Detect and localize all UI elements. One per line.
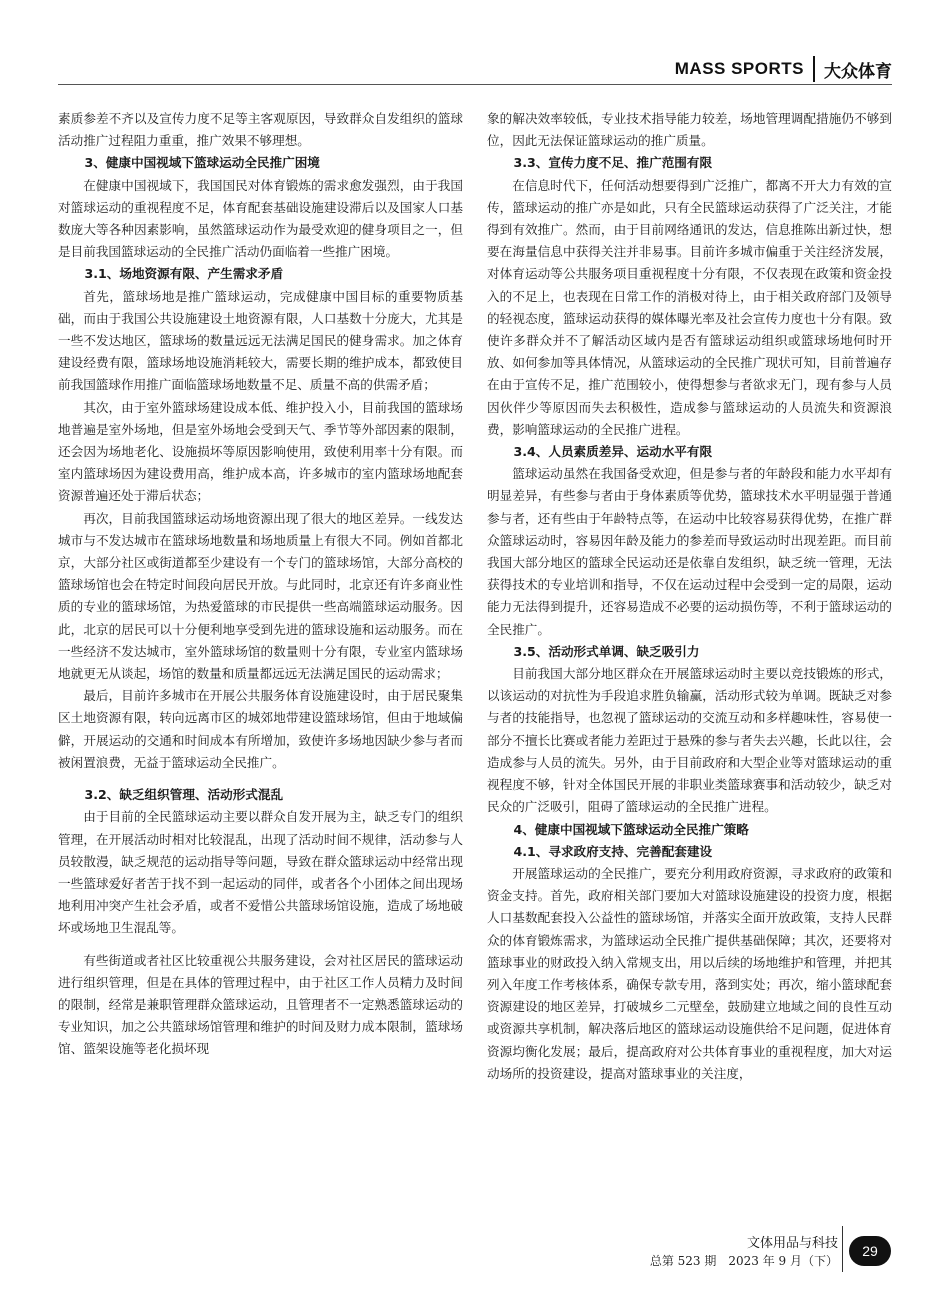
section-heading: 4、健康中国视域下篮球运动全民推广策略	[513, 821, 749, 837]
paragraph: 素质参差不齐以及宣传力度不足等主客观原因，导致群众自发组织的篮球活动推广过程阻力重重，推广效果不够理想。	[58, 111, 463, 149]
paragraph: 有些街道或者社区比较重视公共服务建设，会对社区居民的篮球运动进行组织管理，但是在具体的管理过程中，由于社区工作人员精力及时间的限制，经常是兼职管理群众篮球运动，且管理者不一定熟悉篮球运动的专业知识，加之公共篮球场馆管理和维护的时间及财力成本限制，篮球场馆、篮架设施等老化损坏现	[58, 952, 463, 1057]
paragraph: 首先，篮球场地是推广篮球运动，完成健康中国目标的重要物质基础，而由于我国公共设施建设土地资源有限，人口基数十分庞大，尤其是一些不发达地区，篮球场的数量远远无法满足国民的健身需求。加之体育建设经费有限，篮球场地设施消耗较大，需要长期的维护成本，都致使目前我国篮球作用推广面临篮球场地数量不足、质量不高的供需矛盾；	[58, 288, 463, 393]
page-number: 29	[849, 1236, 891, 1266]
footer-issue-info: 总第 523 期 2023 年 9 月（下）	[649, 1254, 838, 1268]
paragraph: 象的解决效率较低，专业技术指导能力较差，场地管理调配措施仍不够到位，因此无法保证篮球运动的推广质量。	[487, 111, 892, 149]
right-column	[487, 108, 892, 1085]
section-heading: 3、健康中国视域下篮球运动全民推广困境	[84, 155, 320, 171]
paragraph: 在信息时代下，任何活动想要得到广泛推广，都离不开大力有效的宣传，篮球运动的推广亦是如此，只有全民篮球运动获得了广泛关注，才能得到有效推广。然而，由于目前网络通讯的发达，信息推陈出新过快，想要在海量信息中获得关注并非易事。目前许多城市偏重于关注经济发展，对体育运动等公共服务项目重视程度十分有限，不仅表现在政策和资金投入的不足上，也表现在日常工作的消极对待上，由于相关政府部门及领导的轻视态度，篮球运动获得的媒体曝光率及社会宣传力度也十分有限。致使许多群众并不了解活动区域内是否有篮球运动组织或篮球场地何时开放、如何参加等具体情况，从篮球运动的全民推广现状可知，目前普遍存在由于宣传不足，推广范围较小，使得想参与者欲求无门，现有参与人员因伙伴少等原因而失去积极性，造成参与篮球运动的人员流失和资源浪费，影响篮球运动的全民推广进程。	[487, 177, 892, 437]
paragraph: 其次，由于室外篮球场建设成本低、维护投入小，目前我国的篮球场地普遍是室外场地，但是室外场地会受到天气、季节等外部因素的限制，还会因为场地老化、设施损坏等原因影响使用，致使利用率十分有限。而室内篮球场因为建设费用高，维护成本高，许多城市的室内篮球场地配套资源普遍还处于滞后状态；	[58, 399, 463, 504]
header-divider	[58, 84, 892, 85]
header-chinese-title: 大众体育	[824, 61, 892, 82]
footer-journal-title: 文体用品与科技	[746, 1236, 838, 1251]
running-header	[675, 54, 892, 84]
subsection-heading: 3.1、场地资源有限、产生需求矛盾	[84, 266, 284, 282]
paragraph: 目前我国大部分地区群众在开展篮球运动时主要以竞技锻炼的形式，以该运动的对抗性为手段追求胜负输赢，活动形式较为单调。既缺乏对参与者的技能指导，也忽视了篮球运动的交流互动和多样趣味性，容易使一部分不擅长比赛或者能力差距过于悬殊的参与者失去兴趣，长此以往，会造成参与人员的流失。另外，由于目前政府和大型企业等对篮球运动的重视程度不够，针对全体国民开展的非职业类篮球赛事和活动较少，缺乏对民众的广泛吸引，阻碍了篮球运动的全民推广进程。	[487, 666, 892, 815]
paragraph: 最后，目前许多城市在开展公共服务体育设施建设时，由于居民聚集区土地资源有限，转向远离市区的城郊地带建设篮球场馆，但由于地域偏僻，开展运动的交通和时间成本有所增加，致使许多场地因缺少参与者而被闲置浪费，无益于篮球运动全民推广。	[58, 688, 463, 770]
subsection-heading: 3.3、宣传力度不足、推广范围有限	[513, 155, 713, 171]
subsection-heading: 3.2、缺乏组织管理、活动形式混乱	[84, 787, 284, 803]
subsection-heading: 3.5、活动形式单调、缺乏吸引力	[513, 643, 700, 659]
paragraph: 由于目前的全民篮球运动主要以群众自发开展为主，缺乏专门的组织管理，在开展活动时相对比较混乱，出现了活动时间不规律，活动参与人员较散漫，缺乏规范的运动指导等问题，导致在群众篮球运动中经常出现一些篮球爱好者苦于找不到一起运动的同伴，或者各个小团体之间出现场地利用冲突产生社会矛盾，或者不爱惜公共篮球场馆设施，造成了场地破坏或场地卫生混乱等。	[58, 809, 463, 936]
footer-divider	[842, 1226, 843, 1272]
paragraph: 再次，目前我国篮球运动场地资源出现了很大的地区差异。一线发达城市与不发达城市在篮球场地数量和场地质量上有很大不同。例如首都北京，大部分社区或街道都至少建设有一个专门的篮球场馆，大部分高校的篮球场馆也会在特定时间段向居民开放。与此同时，北京还有许多商业性质的专业的篮球场馆，为热爱篮球的市民提供一些高端篮球运动服务。因此，北京的居民可以十分便利地享受到先进的篮球设施和运动服务。而在一些经济不发达城市，室外篮球场馆的数量则十分有限，专业室内篮球场地就更无从谈起，场馆的数量和质量都远远无法满足国民的运动需求；	[58, 510, 463, 682]
subsection-heading: 3.4、人员素质差异、运动水平有限	[513, 444, 713, 460]
subsection-heading: 4.1、寻求政府支持、完善配套建设	[513, 843, 713, 859]
paragraph: 在健康中国视域下，我国国民对体育锻炼的需求愈发强烈，由于我国对篮球运动的重视程度不足，体育配套基础设施建设滞后以及国家人口基数庞大等各种因素影响，虽然篮球运动作为最受欢迎的健身项目之一，但是目前我国篮球运动的全民推广活动仍面临着一些推广困境。	[58, 177, 463, 260]
paragraph: 篮球运动虽然在我国备受欢迎，但是参与者的年龄段和能力水平却有明显差异，有些参与者由于身体素质等优势，篮球技术水平明显强于普通参与者，还有些由于年龄特点等，在运动中比较容易获得优势，在推广群众篮球运动时，容易因年龄及能力的参差而导致运动时出现差距。而目前我国大部分地区的篮球全民运动还是依靠自发组织，缺乏统一管理，无法获得技术的专业培训和指导，不仅在运动过程中会受到一定的局限，运动能力无法得到提升，还容易造成不必要的运动损伤等，不利于篮球运动的全民推广。	[487, 466, 892, 637]
paragraph: 开展篮球运动的全民推广，要充分利用政府资源，寻求政府的政策和资金支持。首先，政府相关部门要加大对篮球设施建设的投资力度，根据人口基数配套投入公益性的篮球场馆，并落实全面开放政策，支持人民群众的体育锻炼需求，为篮球运动全民推广提供基础保障；其次，还要将对篮球事业的财政投入纳入常规支出，用以后续的场地维护和管理，并把其列入年度工作考核体系，确保专款专用，落到实处；再次，缩小篮球配套资源建设的地区差异，打破城乡二元壁垒，鼓励建立地域之间的良性互动或资源共享机制，解决落后地区的篮球运动设施供给不足问题，促进体育资源均衡化发展；最后，提高政府对公共体育事业的重视程度，加大对运动场所的投资建设，提高对篮球事业的关注度，	[487, 865, 892, 1081]
header-english-title: MASS SPORTS	[675, 56, 815, 82]
left-column	[58, 108, 463, 1061]
